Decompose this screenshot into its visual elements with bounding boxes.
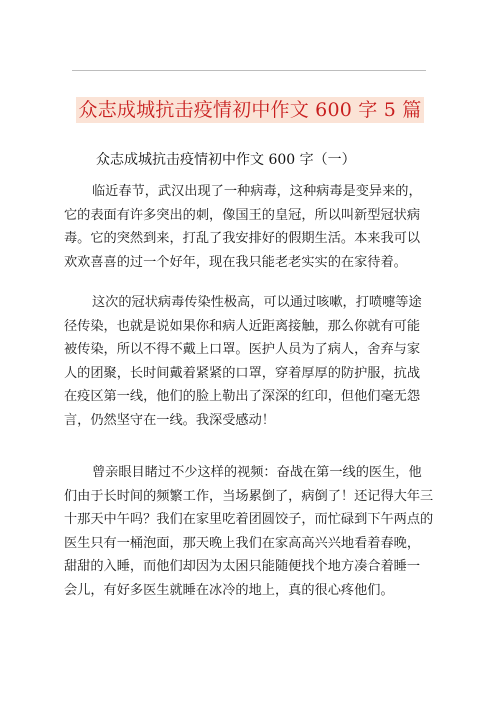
paragraph-line: 被传染，所以不得不戴上口罩。医护人员为了病人，舍弃与家 [64, 342, 421, 358]
paragraph-line: 人的团聚，长时间戴着紧紧的口罩，穿着厚厚的防护服，抗战 [64, 365, 421, 381]
section-heading: 众志成城抗击疫情初中作文 600 字（一） [96, 152, 356, 168]
paragraph-line: 临近春节，武汉出现了一种病毒，这种病毒是变异来的， [92, 184, 422, 199]
paragraph-line: 言，仍然坚守在一线。我深受感动！ [64, 412, 275, 428]
paragraph-line: 径传染，也就是说如果你和病人近距离接触，那么你就有可能 [64, 318, 421, 334]
paragraph-3 [64, 461, 438, 603]
paragraph-line: 们由于长时间的频繁工作，当场累倒了，病倒了！还记得大年三 [64, 488, 434, 504]
paragraph-line: 医生只有一桶泡面，那天晚上我们在家高高兴兴地看着春晚， [64, 535, 421, 551]
paragraph-line: 在疫区第一线，他们的脸上勒出了深深的红印，但他们毫无怨 [64, 389, 421, 405]
document-title-text: 众志成城抗击疫情初中作文 600 字 5 篇 [76, 97, 425, 123]
paragraph-2 [64, 291, 438, 433]
paragraph-line: 会儿，有好多医生就睡在冰冷的地上，真的很心疼他们。 [64, 582, 394, 598]
paragraph-1 [64, 180, 438, 274]
paragraph-line: 它的表面有许多突出的刺，像国王的皇冠，所以叫新型冠状病 [64, 207, 421, 223]
paragraph-line: 曾亲眼目睹过不少这样的视频：奋战在第一线的医生，他 [92, 465, 422, 480]
header-divider [72, 70, 426, 71]
paragraph-line: 欢欢喜喜的过一个好年，现在我只能老老实实的在家待着。 [64, 254, 407, 270]
paragraph-line: 甜甜的入睡，而他们却因为太困只能随便找个地方凑合着睡一 [64, 559, 421, 575]
paragraph-line: 这次的冠状病毒传染性极高，可以通过咳嗽，打喷嚏等途 [92, 295, 422, 310]
paragraph-line: 十那天中午吗？我们在家里吃着团圆饺子，而忙碌到下午两点的 [64, 512, 434, 528]
paragraph-line: 毒。它的突然到来，打乱了我安排好的假期生活。本来我可以 [64, 231, 421, 247]
document-title [0, 86, 500, 124]
